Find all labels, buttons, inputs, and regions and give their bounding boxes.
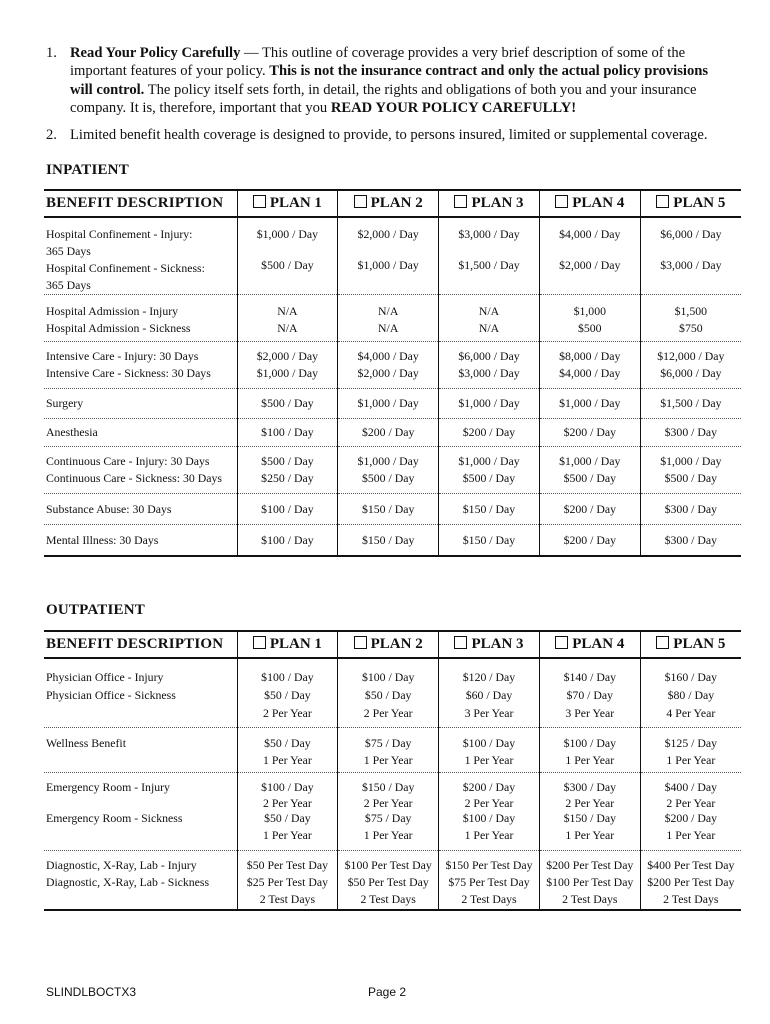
benefit-line: Hospital Confinement - Sickness: <box>46 261 205 275</box>
plan-4-value-cell <box>539 217 640 295</box>
plan-1-value-cell <box>237 525 338 556</box>
benefit-description-cell <box>44 447 237 494</box>
plan-value: $1,000 / Day <box>458 396 520 410</box>
plan-1-value-cell <box>237 217 338 295</box>
plan-value: $100 Per Test Day <box>344 857 432 872</box>
plan-value: $50 Per Test Day <box>347 874 429 889</box>
plan-5-value-cell <box>640 389 741 419</box>
plan-value: $4,000 / Day <box>559 227 621 241</box>
benefit-description-cell <box>44 295 237 342</box>
inpatient-table <box>44 189 741 557</box>
table-row <box>44 525 741 556</box>
plan-value: $2,000 / Day <box>357 227 419 241</box>
benefit-line: Intensive Care - Injury: 30 Days <box>46 349 199 363</box>
plan-value: 2 Per Year <box>464 795 514 810</box>
plan-value: $100 / Day <box>462 810 516 825</box>
checkbox-icon[interactable] <box>555 636 568 649</box>
plan-3-value-cell <box>439 447 540 494</box>
benefit-description-cell <box>44 419 237 447</box>
plan-5-value-cell <box>640 850 741 910</box>
benefit-description-header: BENEFIT DESCRIPTION <box>44 190 237 217</box>
plan-2-value-cell <box>338 494 439 525</box>
table-row <box>44 727 741 772</box>
plan-1-value-cell <box>237 727 338 772</box>
plan-value: $150 / Day <box>462 502 516 516</box>
intro-item-1-text <box>70 44 734 118</box>
plan-value: $150 / Day <box>361 533 415 547</box>
benefit-line: Continuous Care - Injury: 30 Days <box>46 454 210 468</box>
plan-2-value-cell <box>338 419 439 447</box>
table-row <box>44 342 741 389</box>
plan-value: $120 / Day <box>462 670 516 684</box>
plan-value: $160 / Day <box>664 670 718 684</box>
plan-value: N/A <box>277 321 298 335</box>
plan-value: $6,000 / Day <box>458 349 520 363</box>
plan-5-value-cell <box>640 772 741 850</box>
table-row <box>44 850 741 910</box>
plan-value: 2 Per Year <box>363 795 413 810</box>
plan-value: $125 / Day <box>664 735 718 750</box>
benefit-line: Surgery <box>46 396 84 410</box>
plan-value: $2,000 / Day <box>559 258 621 272</box>
plan-value: $50 / Day <box>264 810 311 825</box>
plan-value: $50 / Day <box>264 735 311 750</box>
plan-value: $75 / Day <box>364 810 412 825</box>
item-bold-statement: This is not the insurance contract and only the actual policy provisions will control. <box>70 63 709 98</box>
plan-value: 1 Per Year <box>666 827 716 842</box>
plan-value: $6,000 / Day <box>660 366 722 380</box>
benefit-description-cell <box>44 658 237 727</box>
form-code: SLINDLBOCTX3 <box>46 985 137 999</box>
plan-3-value-cell <box>439 295 540 342</box>
plan-value: 3 Per Year <box>565 706 615 720</box>
plan-5-value-cell <box>640 727 741 772</box>
plan-3-value-cell <box>439 342 540 389</box>
plan-2-value-cell <box>338 447 439 494</box>
plan-1-value-cell <box>237 494 338 525</box>
plan-value: $150 / Day <box>462 533 516 547</box>
checkbox-icon[interactable] <box>656 195 669 208</box>
plan-value: 2 Per Year <box>363 706 413 720</box>
plan-1-value-cell <box>237 295 338 342</box>
plan-value: $200 / Day <box>563 425 616 439</box>
page-number: Page 2 <box>368 985 407 999</box>
plan-1-value-cell <box>237 342 338 389</box>
plan-value: $4,000 / Day <box>357 349 419 363</box>
plan-2-value-cell <box>338 727 439 772</box>
plan-value: $500 / Day <box>563 471 616 485</box>
plan-value: $200 / Day <box>462 779 516 794</box>
plan-2-value-cell <box>338 217 439 295</box>
plan-value: $150 / Day <box>361 502 415 516</box>
plan-1-value-cell <box>237 389 338 419</box>
plan-5-header: PLAN 5 <box>640 631 741 658</box>
plan-4-value-cell <box>539 419 640 447</box>
plan-4-header: PLAN 4 <box>539 190 640 217</box>
checkbox-icon[interactable] <box>253 636 266 649</box>
plan-value: $1,000 / Day <box>256 366 319 380</box>
plan-value: $3,000 / Day <box>660 258 722 272</box>
plan-value: $200 / Day <box>664 810 718 825</box>
benefit-line: Emergency Room - Injury <box>46 779 170 794</box>
plan-value: 2 Per Year <box>565 795 615 810</box>
plan-value: 1 Per Year <box>363 827 413 842</box>
plan-5-value-cell <box>640 295 741 342</box>
plan-value: 2 Per Year <box>262 706 312 720</box>
plan-5-value-cell <box>640 447 741 494</box>
plan-value: $200 / Day <box>361 425 415 439</box>
benefit-description-cell <box>44 525 237 556</box>
plan-value: $500 / Day <box>462 471 516 485</box>
plan-1-value-cell <box>237 658 338 727</box>
plan-value: $50 / Day <box>264 688 311 702</box>
plan-value: $100 / Day <box>261 533 314 547</box>
benefit-description-cell <box>44 342 237 389</box>
plan-value: $200 / Day <box>462 425 516 439</box>
plan-3-value-cell <box>439 217 540 295</box>
plan-value: 1 Per Year <box>363 752 413 767</box>
benefit-line: Diagnostic, X-Ray, Lab - Sickness <box>46 874 210 889</box>
plan-1-header: PLAN 1 <box>237 190 338 217</box>
plan-value: $200 / Day <box>563 502 616 516</box>
benefit-description-cell <box>44 850 237 910</box>
plan-3-value-cell <box>439 727 540 772</box>
plan-value: $1,000 / Day <box>357 396 419 410</box>
plan-value: $1,000 / Day <box>458 454 520 468</box>
plan-2-value-cell <box>338 525 439 556</box>
table-header-row <box>44 631 741 658</box>
plan-value: $4,000 / Day <box>559 366 621 380</box>
plan-value: $1,500 / Day <box>660 396 722 410</box>
plan-value: $1,000 / Day <box>357 454 419 468</box>
plan-value: $200 / Day <box>563 533 616 547</box>
plan-value: $200 Per Test Day <box>647 874 735 889</box>
plan-2-value-cell <box>338 658 439 727</box>
plan-value: $1,000 / Day <box>660 454 722 468</box>
plan-value: $75 Per Test Day <box>448 874 530 889</box>
plan-2-value-cell <box>338 850 439 910</box>
plan-value: $1,000 / Day <box>357 258 419 272</box>
plan-3-value-cell <box>439 772 540 850</box>
inpatient-title: INPATIENT <box>46 162 129 178</box>
benefit-line: Anesthesia <box>46 425 98 439</box>
item-text: The policy itself sets forth, in detail, the rights and obligations of both you and your insurance company. It is, therefore, important that you <box>70 81 697 117</box>
benefit-line: Physician Office - Injury <box>46 670 164 684</box>
benefit-line: Wellness Benefit <box>46 735 126 750</box>
plan-value: $300 / Day <box>664 425 718 439</box>
plan-value: N/A <box>478 321 500 335</box>
plan-4-value-cell <box>539 295 640 342</box>
checkbox-icon[interactable] <box>454 636 467 649</box>
checkbox-icon[interactable] <box>253 195 266 208</box>
plan-value: $60 / Day <box>465 688 513 702</box>
benefit-line: Continuous Care - Sickness: 30 Days <box>46 471 222 485</box>
plan-value: N/A <box>478 304 500 318</box>
benefit-line: Hospital Confinement - Injury: <box>46 227 193 241</box>
plan-value: $140 / Day <box>563 670 616 684</box>
plan-value: 1 Per Year <box>666 752 716 767</box>
benefit-description-cell <box>44 494 237 525</box>
plan-value: $70 / Day <box>566 688 614 702</box>
plan-value: $100 / Day <box>261 502 314 516</box>
plan-value: $100 / Day <box>261 425 314 439</box>
table-row <box>44 772 741 850</box>
plan-1-value-cell <box>237 772 338 850</box>
plan-value: $750 <box>679 321 703 335</box>
plan-value: $1,000 <box>573 304 607 318</box>
plan-4-value-cell <box>539 494 640 525</box>
plan-3-value-cell <box>439 494 540 525</box>
benefit-line: Intensive Care - Sickness: 30 Days <box>46 366 211 380</box>
outpatient-table <box>44 630 741 911</box>
plan-4-value-cell <box>539 727 640 772</box>
plan-value: 2 Test Days <box>360 891 416 906</box>
plan-1-value-cell <box>237 850 338 910</box>
plan-value: $100 / Day <box>563 735 616 750</box>
benefit-line: Emergency Room - Sickness <box>46 810 183 825</box>
plan-3-value-cell <box>439 389 540 419</box>
plan-5-value-cell <box>640 217 741 295</box>
plan-value: 1 Per Year <box>262 827 312 842</box>
plan-value: $300 / Day <box>664 502 718 516</box>
plan-value: $6,000 / Day <box>660 227 722 241</box>
item-caps-warning: READ YOUR POLICY CAREFULLY! <box>330 100 577 117</box>
table-row <box>44 295 741 342</box>
plan-value: $500 / Day <box>664 471 718 485</box>
checkbox-icon[interactable] <box>454 195 467 208</box>
plan-value: $1,000 / Day <box>256 227 319 241</box>
plan-value: $3,000 / Day <box>458 227 520 241</box>
plan-value: $300 / Day <box>664 533 718 547</box>
table-header-row <box>44 190 741 217</box>
plan-3-header: PLAN 3 <box>439 631 540 658</box>
benefit-line: Physician Office - Sickness <box>46 688 176 702</box>
plan-1-value-cell <box>237 447 338 494</box>
checkbox-icon[interactable] <box>656 636 669 649</box>
plan-value: 2 Test Days <box>663 891 719 906</box>
plan-value: $100 Per Test Day <box>546 874 634 889</box>
plan-value: 3 Per Year <box>464 706 514 720</box>
plan-value: $75 / Day <box>364 735 412 750</box>
checkbox-icon[interactable] <box>354 195 367 208</box>
plan-value: $200 Per Test Day <box>546 857 634 872</box>
plan-value: 1 Per Year <box>464 827 514 842</box>
plan-value: $500 / Day <box>261 396 314 410</box>
plan-value: 2 Test Days <box>259 891 316 906</box>
plan-4-value-cell <box>539 772 640 850</box>
plan-value: 2 Test Days <box>562 891 618 906</box>
plan-4-value-cell <box>539 525 640 556</box>
plan-value: $12,000 / Day <box>657 349 725 363</box>
plan-value: $1,000 / Day <box>559 454 621 468</box>
plan-4-value-cell <box>539 850 640 910</box>
plan-3-header: PLAN 3 <box>439 190 540 217</box>
plan-value: $150 / Day <box>563 810 616 825</box>
plan-value: $2,000 / Day <box>357 366 419 380</box>
plan-value: $1,500 / Day <box>458 258 520 272</box>
plan-5-header: PLAN 5 <box>640 190 741 217</box>
table-row <box>44 419 741 447</box>
plan-value: 1 Per Year <box>565 827 615 842</box>
plan-value: 2 Per Year <box>262 795 312 810</box>
benefit-line: 365 Days <box>46 278 91 292</box>
plan-2-value-cell <box>338 772 439 850</box>
plan-value: $500 <box>577 321 602 335</box>
plan-value: 1 Per Year <box>262 752 312 767</box>
plan-value: N/A <box>277 304 298 318</box>
outpatient-title: OUTPATIENT <box>46 602 145 618</box>
plan-1-value-cell <box>237 419 338 447</box>
benefit-line: Hospital Admission - Sickness <box>46 321 191 335</box>
plan-3-value-cell <box>439 419 540 447</box>
plan-value: $8,000 / Day <box>559 349 621 363</box>
benefit-description-cell <box>44 772 237 850</box>
plan-value: $50 / Day <box>364 688 412 702</box>
plan-value: $500 / Day <box>261 454 314 468</box>
plan-value: N/A <box>378 304 399 318</box>
plan-5-value-cell <box>640 342 741 389</box>
plan-value: 2 Test Days <box>461 891 517 906</box>
plan-value: $400 Per Test Day <box>647 857 735 872</box>
plan-2-header: PLAN 2 <box>338 190 439 217</box>
benefit-line: 365 Days <box>46 244 91 258</box>
plan-4-value-cell <box>539 658 640 727</box>
plan-value: $100 / Day <box>261 779 314 794</box>
plan-2-header: PLAN 2 <box>338 631 439 658</box>
table-row <box>44 494 741 525</box>
plan-value: $500 / Day <box>261 258 314 272</box>
plan-value: $250 / Day <box>261 471 314 485</box>
plan-1-header: PLAN 1 <box>237 631 338 658</box>
plan-5-value-cell <box>640 419 741 447</box>
plan-4-value-cell <box>539 389 640 419</box>
plan-value: $1,000 / Day <box>559 396 621 410</box>
plan-value: 1 Per Year <box>565 752 615 767</box>
plan-value: $25 Per Test Day <box>246 874 328 889</box>
plan-5-value-cell <box>640 658 741 727</box>
table-row <box>44 658 741 727</box>
plan-2-value-cell <box>338 389 439 419</box>
benefit-description-cell <box>44 217 237 295</box>
item-number: 2. <box>46 127 57 143</box>
plan-value: 4 Per Year <box>666 706 716 720</box>
plan-4-header: PLAN 4 <box>539 631 640 658</box>
plan-value: $3,000 / Day <box>458 366 520 380</box>
plan-value: $50 Per Test Day <box>246 857 328 872</box>
plan-5-value-cell <box>640 525 741 556</box>
plan-3-value-cell <box>439 658 540 727</box>
plan-value: $100 / Day <box>361 670 415 684</box>
plan-value: $100 / Day <box>462 735 516 750</box>
benefit-description-cell <box>44 727 237 772</box>
benefit-line: Mental Illness: 30 Days <box>46 533 159 547</box>
checkbox-icon[interactable] <box>555 195 568 208</box>
plan-value: $80 / Day <box>667 688 715 702</box>
plan-value: $2,000 / Day <box>256 349 319 363</box>
plan-value: $150 Per Test Day <box>445 857 533 872</box>
benefit-description-cell <box>44 389 237 419</box>
item-lead-heading: Read Your Policy Carefully <box>70 45 241 61</box>
item-number: 1. <box>46 45 57 61</box>
plan-value: $500 / Day <box>361 471 415 485</box>
plan-2-value-cell <box>338 342 439 389</box>
benefit-line: Hospital Admission - Injury <box>46 304 179 318</box>
plan-3-value-cell <box>439 525 540 556</box>
plan-3-value-cell <box>439 850 540 910</box>
plan-value: $100 / Day <box>261 670 314 684</box>
plan-2-value-cell <box>338 295 439 342</box>
checkbox-icon[interactable] <box>354 636 367 649</box>
plan-value: 1 Per Year <box>464 752 514 767</box>
item-text: — This outline of coverage provides a very brief description of some of the important features of your policy. <box>70 45 686 80</box>
benefit-line: Diagnostic, X-Ray, Lab - Injury <box>46 857 197 872</box>
plan-4-value-cell <box>539 342 640 389</box>
plan-5-value-cell <box>640 494 741 525</box>
benefit-line: Substance Abuse: 30 Days <box>46 502 172 516</box>
plan-value: $150 / Day <box>361 779 415 794</box>
plan-value: 2 Per Year <box>666 795 716 810</box>
plan-value: N/A <box>378 321 399 335</box>
benefit-description-header: BENEFIT DESCRIPTION <box>44 631 237 658</box>
plan-value: $300 / Day <box>563 779 616 794</box>
table-row <box>44 217 741 295</box>
table-row <box>44 447 741 494</box>
plan-value: $400 / Day <box>664 779 718 794</box>
intro-item-2-text: Limited benefit health coverage is designed to provide, to persons insured, limited or supplemental coverage. <box>70 127 708 143</box>
table-row <box>44 389 741 419</box>
plan-value: $1,500 <box>674 304 708 318</box>
plan-4-value-cell <box>539 447 640 494</box>
